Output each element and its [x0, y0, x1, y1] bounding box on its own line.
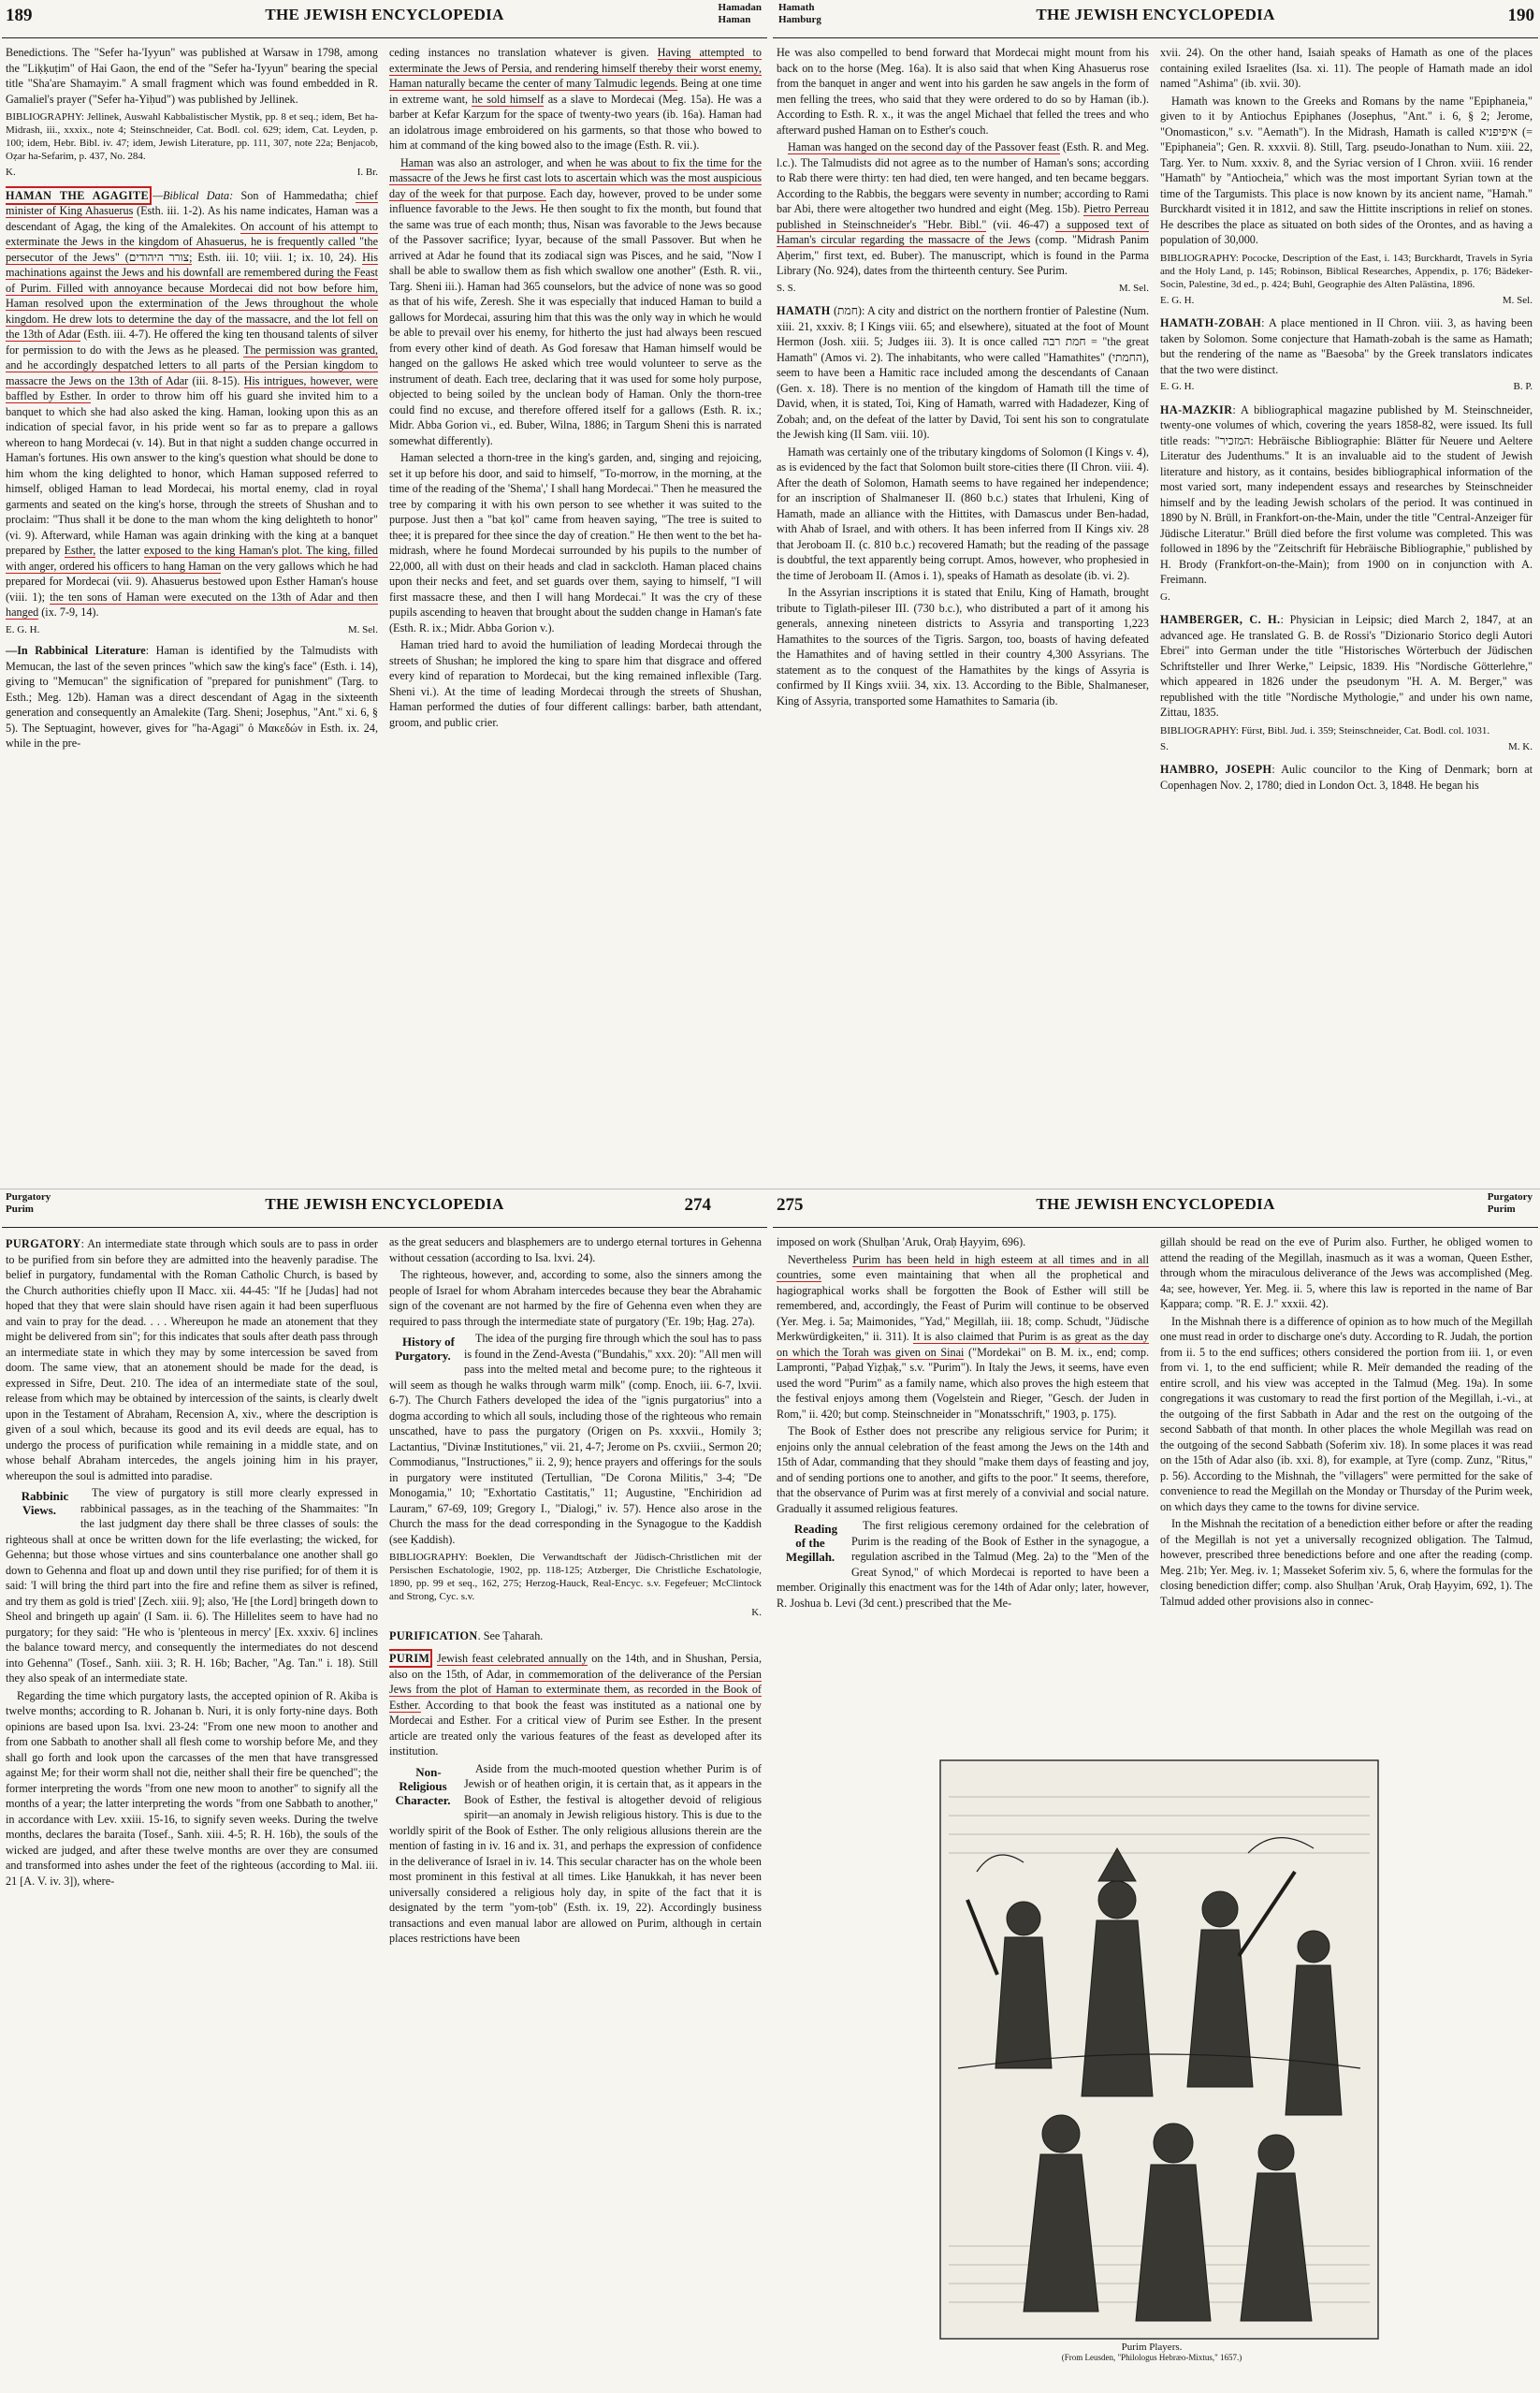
running-title: THE JEWISH ENCYCLOPEDIA: [265, 1195, 504, 1213]
highlight: Purim has been held in high esteem at all times and in all countries,: [777, 1252, 1149, 1281]
column-4: [1160, 45, 1533, 1185]
paragraph: He was also compelled to bend forward that Mordecai might mount from his back on to the horse (Meg. 16a). It is also said that when King Ahasuerus rose from the banquet in anger and went into his garden he saw angels in the form of men felling the trees, who said that they were ordered to do so by Haman (ib.). According to Esth. R. x., it was the angel Michael that felled the trees and who afterward pushed Haman on to Esther's couch.: [777, 46, 1149, 137]
running-title: THE JEWISH ENCYCLOPEDIA: [1036, 1195, 1275, 1213]
page-number: 275: [777, 1195, 804, 1215]
paragraph: In the Mishnah there is a difference of opinion as to how much of the Megillah one must read in order to discharge one's duty. According to R. Judah, the portion from ii. 5 to the end suffices; others considered the portion from iii. 1, or even from vi. 1, to the end sufficient; while R. Meïr demanded the reading of the entire scroll, and his view was accepted in the Talmud (Meg. 19a). In some congregations it was customary to read the first portion of the Megillah, i.-vi., at the outgoing of the first Sabbath in Adar and the rest on the outgoing of the second Sabbath of that month. In other places the whole Megillah was read on the outgoing of the second Sabbath (Soferim xiv. 18). In some places it was read on the 15th of Adar also (ib. xxi. 8), for example, at Tyre (comp. Zunz, "Ritus," p. 56). According to the Mishnah, the "villagers" were permitted for the sake of convenience to read the Megillah on the Monday or Thursday of the Purim week, on which days they came to the towns for divine service.: [1160, 1314, 1533, 1513]
page-number: 190: [1507, 6, 1534, 25]
article-purification: PURIFICATION. See Ṭaharah.: [389, 1628, 544, 1642]
side-heading: Reading of the Megillah.: [785, 1522, 838, 1564]
paragraph: Haman tried hard to avoid the humiliation of leading Mordecai through the streets of Shushan; he implored the king to spare him that disgrace and offered every kind of reparation to Mordecai, but the king remained inflexible (Targ. Sheni vi.). At the time of leading Mordecai through the streets of Shushan, Haman performed the duties of four different callings: barber, bath attendant, groom, and public crier.: [389, 638, 762, 729]
signature: K.: [751, 1607, 762, 1618]
highlight: Having attempted to exterminate the Jews of Persia, and rendering himself thereby their worst enemy, Haman naturally became the center of many Talmudic legends.: [389, 46, 762, 90]
article-haman: HAMAN THE AGAGITE:—Biblical Data: Son of Hammedatha; chief minister of King Ahasuerus (Esth. iii. 1-2). As his name indicates, Haman was a descendant of Agag, the king of the Amalekites. On account of his attempt to exterminate the Jews in the kingdom of Ahasuerus, he is frequently called "the persecutor of the Jews" (צורר היהודים; Esth. iii. 10; viii. 1; ix. 10, 24). His machinations against the Jews and his downfall are remembered during the Feast of Purim. Filled with annoyance because Mordecai did not bow before him, Haman resolved upon the extermination of the Jews throughout the whole kingdom. He drew lots to determine the day of the massacre, and the lot fell on the 13th of Adar (Esth. iii. 4-7). He offered the king ten thousand talents of silver for permission to do with the Jews as he pleased. The permission was granted, and he accordingly despatched letters to all parts of the Persian kingdom to massacre the Jews on the 13th of Adar (iii. 8-15). His intrigues, however, were baffled by Esther. In order to throw him off his guard she invited him to a banquet to which she had also asked the king. Haman, looking upon this as an indication of special favor, in his pride went so far as to prepare a gallows whereon to hang Mordecai (v. 14). But in that night a sudden change occurred in Haman's fortunes. His own answer to the king's question what should be done to him whom the king delighted to honor, which Haman supposed referred to himself, obliged Haman to lead Mordecai, his mortal enemy, clad in royal garments and seated on the king's horse, through the streets of Shushan and to proclaim: "Thus shall it be done to the man whom the king delighteth to honor" (vi. 9). Afterward, while Haman was again drinking with the king at a banquet prepared by Esther, the latter exposed to the king Haman's plot. The king, filled with anger, ordered his officers to hang Haman on the very gallows which he had prepared for Mordecai (vii. 9). Ahasuerus bestowed upon Esther Haman's house (viii. 1); the ten sons of Haman were executed on the 13th of Adar and then hanged (ix. 7-9, 14).: [6, 188, 378, 619]
highlight: Esther,: [64, 544, 96, 557]
paragraph: Reading of the Megillah. The first religious ceremony ordained for the celebration of Purim is the reading of the Book of Esther in the synagogue, a regulation ascribed in the Talmud (Meg. 2a) to the "Men of the Great Synod," of which Mordecai is reported to have been a member. Originally this enactment was for the 14th of Adar only; later, however, R. Joshua b. Levi (3d cent.) prescribed that the Me-: [777, 1519, 1149, 1610]
paragraph: Haman was also an astrologer, and when he was about to fix the time for the massacre of the Jews he first cast lots to ascertain which was the most auspicious day of the week for that purpose. Each day, however, proved to be under some influence favorable to the Jews. He then sought to fix the month, but found that the same was true of each month; thus, Nisan was favorable to the Jews because of the Passover sacrifice; Iyyar, because of the small Passover. But when he arrived at Adar he found that its zodiacal sign was Pisces, and he said, "Now I shall be able to swallow them as fish which swallow one another" (Esth. R. vii., Targ. Sheni iii.). Haman had 365 counselors, but the advice of none was so good as that of his wife, Zeresh. She it was especially that induced Haman to build a gallows for Mordecai, assuring him that this was the only way in which he would be able to prevail over his enemy, for hitherto the just had always been rescued from every other kind of death. As God foresaw that Haman himself would be hanged on the gallows He asked which tree would volunteer to serve as the instrument of death. Each tree, declaring that it was used for some holy purpose, objected to being soiled by the unclean body of Haman. Only the thorn-tree could find no excuse, and therefore offered itself for a gallows (Esth. R. ix.; Midr. Abba Gorion vi., ed. Buber, Wilna, 1886; in Targum Sheni this is narrated somewhat differently).: [389, 155, 762, 447]
entry-heading: HAMBERGER, C. H.: [1160, 613, 1281, 626]
article-purgatory: PURGATORY: An intermediate state through which souls are to pass in order to be purified from sin before they are admitted into the heavenly paradise. The belief in purgatory, fundamental with the Roman Catholic Church, is based by the Church authorities chiefly upon II Macc. xii. 44-45: "If he [Judas] had not hoped that they that were slain should have risen again it had been superfluous and vain to pray for the dead. . . . Whereupon he made an atonement that they might be delivered from sin"; for this indicates that souls after death pass through an intermediate state in which they may by some intercession be saved from doom. The same view, that an atonement should be made for the dead, is expressed in Sifre, Deut. 210. The idea of an intermediate state of the soul, release from which may be obtained by intercession of the saints, is clearly dwelt upon in the Testament of Abraham, Recension A, xiv., where the description is given of a soul which, because its good and its evil deeds are equal, has to undergo the process of purification while remaining in a middle state, and on whose behalf Abraham intercedes, the angels joining him in his prayer, whereupon the soul is admitted into paradise.: [6, 1237, 378, 1482]
bibliography: BIBLIOGRAPHY: Jellinek, Auswahl Kabbalistischer Mystik, pp. 8 et seq.; idem, Bet ha-Midrash, iii., xxxix., note 4; Steinschneider, Cat. Bodl. col. 629; idem, Cat. Leyden, p. 100; idem, Hebr. Bibl. iv. 47; idem, Jewish Literature, pp. 111, 307, note 22a; Benjacob, Oẓar ha-Sefarim, p. 437, No. 284.: [6, 111, 378, 162]
entry-heading: HAMBRO, JOSEPH: [1160, 763, 1272, 776]
article-hamberger: HAMBERGER, C. H.: Physician in Leipsic; died March 2, 1847, at an advanced age. He translated G. B. de Rossi's "Dizionario Storico degli Autori Ebrei" into German under the title "Historisches Wörterbuch der Jüdischen Schriftsteller und Ihrer Werke," Leipsic, 1839. His "Nordische Götterlehre," which appeared in 1826 under the pseudonym "H. A. M. Berger," was republished with the title "Nordische Mythologie," and under his own name, Zittau, 1835.: [1160, 613, 1533, 719]
running-title: THE JEWISH ENCYCLOPEDIA: [1036, 6, 1275, 23]
column-1: [6, 45, 378, 1185]
highlight: exposed to the king Haman's plot. The king, filled with anger, ordered his officers to hang Haman: [6, 544, 378, 573]
highlight: Haman was hanged on the second day of the Passover feast: [788, 140, 1060, 153]
signature: K. I. Br.: [6, 167, 378, 178]
paragraph: Haman selected a thorn-tree in the king's garden, and, singing and rejoicing, set it up before his door, and said to himself, "To-morrow, in the morning, at the time of the reading of the 'Shema',' I shall hang Mordecai." Then he measured the tree by comparing it with his own person to see whether it was suited to the purpose. Just then a "bat ḳol" came from heaven saying, "The tree is suited to thee; it is prepared for thee since the day of creation." He then went to the bet ha-midrash, where he found Mordecai surrounded by his pupils to the number of 22,000, all with dust on their heads and clad in sackcloth. Haman placed chains upon their necks and feet, and set guards over them, saying to himself, "I will first massacre these, and then I will hang Mordecai." It was the cry of these pupils ascending to heaven that brought about the sudden change in Haman's fate (Esth. R. ix.; Midr. Abba Gorion v.).: [389, 451, 762, 635]
paragraph: In the Mishnah the recitation of a benediction either before or after the reading of the Megillah is not yet a universally recognized obligation. The Talmud, however, prescribed three benedictions before and one after the reading (comp. Meg. 21b; Yer. Meg. iv. 1; Masseket Soferim xiv. 5, 6, where the formulas for the closing benediction differ; comp. also Shulḥan 'Aruk, Oraḥ Ḥayyim, 692, 1). The Talmud added other provisions also in connec-: [1160, 1517, 1533, 1608]
highlight: chief minister of King Ahasuerus: [6, 188, 378, 217]
paragraph: The Book of Esther does not prescribe any religious service for Purim; it enjoins only the annual celebration of the feast among the Jews on the 14th and 15th of Adar, commanding that they should "make them days of feasting and joy, and of sending portions one to another, and gifts to the poor." It seems, therefore, that the observance of Purim was at first merely of a convivial and social nature. Gradually it assumed religious features.: [777, 1424, 1149, 1515]
page-number: 274: [684, 1195, 711, 1215]
engraving-image: [932, 1759, 1387, 2340]
paragraph: —In Rabbinical Literature: Haman is identified by the Talmudists with Memucan, the last of the seven princes "which saw the king's face" (Esth. i. 14), giving to "Memucan" the signification of "prepared for punishment" (Targ. to Esth.; Meg. 12b). Haman was a direct descendant of Agag in the sixteenth generation and consequently an Amalekite (Targ. Sheni; Josephus, "Ant." xi. 6, § 5). The Septuagint, however, gives for "ha-Agagi" ὁ Μακεδών in Esth. ix. 24, while in the pre-: [6, 644, 378, 750]
highlight: Pietro Perreau published in Steinschneider's "Hebr. Bibl.": [777, 202, 1149, 231]
spread-top-pages-189-190: [0, 0, 1540, 1189]
paragraph: Nevertheless Purim has been held in high esteem at all times and in all countries, some even maintaining that when all the prophetical and hagiographical works shall be forgotten the Book of Esther will still be remembered, and, accordingly, the Feast of Purim will continue to be observed (Yer. Meg. i. 5a; Maimonides, "Yad," Megillah, iii. 18; comp. Schudt, "Jüdische Merkwürdigkeiten," ii. 311). It is also claimed that Purim is as great as the day on which the Torah was given on Sinai ("Mordekai" on B. M. ix., end; comp. Lampronti, "Paḥad Yiẓḥaḳ," s.v. "Purim"). In Italy the Jews, it seems, have even used the word "Purim" as a family name, which also proves the high esteem that the festival enjoys among them (Vogelstein and Rieger, "Gesch. der Juden in Rom," ii. 420; but comp. Steinschneider in "Monatsschrift," 1903, p. 175).: [777, 1252, 1149, 1421]
paragraph: Haman was hanged on the second day of the Passover feast (Esth. R. and Meg. l.c.). The Talmudists did not agree as to the number of Haman's sons; according to Rab there were thirty: ten had died, ten were hanged, and ten became beggars. According to the Rabbis, the beggars were seventy in number; according to Rami bar Abi, there were altogether two hundred and eight (Meg. 15b). Pietro Perreau published in Steinschneider's "Hebr. Bibl." (vii. 46-47) a supposed text of Haman's circular regarding the massacre of the Jews (comp. "Midrash Panim Aḥerim," first text, ed. Buber). The manuscript, which is found in the Parma Library (No. 924), dates from the thirteenth century. See Purim.: [777, 140, 1149, 277]
entry-heading: HAMATH: [777, 304, 831, 317]
page-number: 189: [6, 6, 33, 25]
signature: E. G. H. B. P.: [1160, 381, 1533, 392]
guide-words: Purgatory Purim: [6, 1191, 51, 1215]
paragraph: xvii. 24). On the other hand, Isaiah speaks of Hamath as one of the places containing exiled Israelites (Isa. xi. 11). The people of Hamath made an idol named "Ashima" (ib. xvii. 30).: [1160, 46, 1533, 90]
highlight: a supposed text of Haman's circular regarding the massacre of the Jews: [777, 217, 1149, 246]
running-title: THE JEWISH ENCYCLOPEDIA: [265, 6, 504, 23]
guide-words: Purgatory Purim: [1487, 1191, 1533, 1215]
highlight: the ten sons of Haman were executed on the 13th of Adar and then hanged: [6, 590, 378, 619]
highlight: in commemoration of the deliverance of the Persian Jews from the plot of Haman to exterminate them, as recorded in the Book of Esther.: [389, 1667, 762, 1712]
paragraph: as the great seducers and blasphemers are to undergo eternal tortures in Gehenna without cessation (according to Isa. lxvi. 24).: [389, 1235, 762, 1264]
highlight: Haman: [400, 155, 434, 169]
paragraph: ceding instances no translation whatever is given. Having attempted to exterminate the Jews of Persia, and rendering himself thereby their worst enemy, Haman naturally became the center of many Talmudic legends. Being at one time in extreme want, he sold himself as a slave to Mordecai (Meg. 15a). He was a barber at Kefar Ḳarẓum for the space of twenty-two years (ib. 16a). Haman had an idolatrous image embroidered on his garments, so that those who bowed to him at command of the king bowed also to the image (Esth. R. vii.).: [389, 46, 762, 152]
paragraph: gillah should be read on the eve of Purim also. Further, he obliged women to attend the reading of the Megillah, inasmuch as it was a woman, Queen Esther, through whom the miraculous deliverance of the Jews was accomplished (Meg. 4a; see, however, Yer. Meg. ii. 5, where this law is reported in the name of Bar Ḳappara; comp. "R. E. J." xxxii. 42).: [1160, 1235, 1533, 1310]
entry-heading: HA-MAZKIR: [1160, 402, 1233, 416]
signature: G.: [1160, 591, 1170, 603]
page-header-275: [773, 1189, 1538, 1228]
paragraph: Rabbinic Views. The view of purgatory is still more clearly expressed in rabbinical passages, as in the teaching of the Shammaites: "In the last judgment day there shall be three classes of souls: the righteous shall at once be written down for the life everlasting; the wicked, for Gehenna; but those whose virtues and sins counterbalance one another shall go down to Gehenna and float up and down until they rise purified; for of them it is said: 'I will bring the third part into the fire and refine them as silver is refined, and try them as gold is tried' [Zech. xiii. 9]; also, 'He [the Lord] bringeth down to Sheol and bringeth up again' (I Sam. ii. 6). The Hillelites seem to have had no purgatory; for they said: "He who is 'plenteous in mercy' [Ex. xxxiv. 6] inclines the balance toward mercy, and consequently the intermediates do not descend into Gehenna" (Tosef., Sanh. xiii. 3; R. H. 16b; Bacher, "Ag. Tan." i. 18). Still they also speak of an intermediate state.: [6, 1486, 378, 1685]
article-hamath: HAMATH (חמת): A city and district on the northern frontier of Palestine (Num. xiii. 21, xxxiv. 8; I Kings viii. 65; and elsewhere), situated at the foot of Mount Hermon (Josh. xiii. 5; Judges iii. 3). It is once called חמת רבה = "the great Hamath" (Amos vi. 2). The inhabitants, who were called "Hamathites" (החמתי), seem to have been a Hamitic race included among the descendants of Canaan (Gen. x. 18). There is no mention of the kingdom of Hamath till the time of David, when, it is stated, Toi, King of Hamath, warred with Hadadezer, King of Zobah; and, on the defeat of the latter by David, Toi sent his son to congratulate the Jewish king (II Sam. viii. 10).: [777, 304, 1149, 441]
guide-words: Hamath Hamburg: [778, 2, 821, 25]
highlight: Jewish feast celebrated annually: [436, 1652, 588, 1665]
highlight: On account of his attempt to exterminate the Jews in the kingdom of Ahasuerus, he is frequently called "the persecutor of the Jews" (צורר היהודים;: [6, 219, 378, 264]
column-2: [389, 1234, 762, 2387]
signature: S. M. K.: [1160, 740, 1533, 752]
paragraph: Hamath was certainly one of the tributary kingdoms of Solomon (I Kings v. 4), as is evidenced by the fact that Solomon built store-cities there (II Chron. viii. 4). After the death of Solomon, Hamath seems to have regained her independence; for an inscription of Shalmaneser II. (860 b.c.) states that Irhuleni, King of Hamath, made an alliance with the Hittites, with Damascus under Ben-hadad, with Ahab of Israel, and with others. It has been inferred from II Kings xiv. 28 that Jeroboam II. (c. 810 b.c.) recovered Hamath; but the reading of the passage is doubtful, the text apparently being corrupt. Amos, however, who prophesied in the time of Jeroboam II. (Amos i. 1), speaks of Hamath as desolate (ib. vi. 2).: [777, 445, 1149, 582]
side-heading: History of Purgatory.: [395, 1335, 455, 1363]
page-header-274: [2, 1189, 767, 1228]
figure-caption: Purim Players.: [1121, 2342, 1183, 2353]
paragraph: imposed on work (Shulḥan 'Aruk, Oraḥ Ḥayyim, 696).: [777, 1235, 1026, 1248]
highlight: His intrigues, however, were baffled by Esther.: [6, 373, 378, 402]
paragraph: Non-Religious Character. Aside from the much-mooted question whether Purim is of Jewish or of heathen origin, it is certain that, as it appears in the Book of Esther, the festival is altogether devoid of religious spirit—an anomaly in Jewish religious history. This is due to the worldly spirit of the Book of Esther. The only religious allusions therein are the mention of fasting in iv. 16 and ix. 31, and perhaps the expression of confidence in the deliverance of Israel in iv. 14. This secular character has on the whole been most prominent in this festival at all times. Like Ḥanukkah, it has never been universally considered a religious holy day, in spite of the fact that it is designated by the term "yom-ṭob" (Esth. ix. 19, 22). Accordingly business transactions and even manual labor are allowed on Purim, although in certain places restrictions have been: [389, 1761, 762, 1945]
page-header-189: [2, 0, 767, 38]
subheading: :—Biblical Data:: [149, 188, 234, 202]
article-hambro: HAMBRO, JOSEPH: Aulic councilor to the King of Denmark; born at Copenhagen Nov. 2, 1780; died in London Oct. 3, 1848. He began his: [1160, 763, 1533, 792]
highlight: he sold himself: [472, 92, 545, 106]
signature: E. G. H. M. Sel.: [6, 623, 378, 635]
page-header-190: [773, 0, 1538, 38]
entry-heading: PURIFICATION: [389, 1628, 478, 1642]
column-1: [6, 1234, 378, 2387]
column-2: [389, 45, 762, 1185]
entry-heading: HAMATH-ZOBAH: [1160, 316, 1262, 329]
signature: E. G. H. M. Sel.: [1160, 294, 1533, 306]
side-heading: Rabbinic Views.: [21, 1489, 69, 1517]
bibliography: BIBLIOGRAPHY: Boeklen, Die Verwandtschaft der Jüdisch-Christlichen mit der Persischen Eschatologie, 1902, pp. 118-125; Atzberger, Die Christliche Eschatologie, 1890, pp. 99 et seq., 162, 275; Herzog-Hauck, Real-Encyc. s.v. Fegefeuer; McClintock and Strong, Cyc. s.v.: [389, 1552, 762, 1602]
figure-credit: (From Leusden, "Philologus Hebræo-Mixtus," 1657.): [1061, 2353, 1242, 2362]
subheading: —In Rabbinical Literature: [6, 644, 146, 657]
guide-words: Hamadan Haman: [718, 2, 762, 25]
paragraph: The righteous, however, and, according to some, also the sinners among the people of Israel for whom Abraham intercedes because they bear the Abrahamic sign of the covenant are not harmed by the fire of Gehenna even when they are required to pass through the intermediate state of purgatory ('Er. 19b; Ḥag. 27a).: [389, 1268, 762, 1328]
highlight: when he was about to fix the time for the massacre of the Jews he first cast lots to ascertain which was the most auspicious day of the week for that purpose.: [389, 155, 762, 200]
entry-heading: PURGATORY: [6, 1237, 81, 1250]
side-heading: Non-Religious Character.: [395, 1764, 451, 1807]
article-hamath-zobah: HAMATH-ZOBAH: A place mentioned in II Chron. viii. 3, as having been taken by Solomon. Some conjecture that Hamath-zobah is the same as Hamath; but the rendering of the name as "Baesoba" by the Greek translators indicates that the two were distinct.: [1160, 316, 1533, 376]
highlight: It is also claimed that Purim is as great as the day on which the Torah was given on Sinai: [777, 1330, 1149, 1359]
paragraph: Regarding the time which purgatory lasts, the accepted opinion of R. Akiba is twelve months; according to R. Johanan b. Nuri, it is only forty-nine days. Both opinions are based upon Isa. lxvi. 23-24: "From one new moon to another and from one Sabbath to another shall all flesh come to worship before Me, and they shall go forth and look upon the carcasses of the men that have transgressed against Me; for their worm shall not die, neither shall their fire be quenched"; the former interpreting the words "from one new moon to another" to signify all the months of a year; the latter interpreting the words "from one Sabbath to another," in accordance with Lev. xxiii. 15-16, to signify seven weeks. During the twelve months, declares the baraita (Tosef., Sanh. xiii. 4-5; R. H. 16b), the souls of the wicked are judged, and after these twelve months are over they are consumed and transformed into ashes under the feet of the righteous (according to Mal. iii. 21 [A. V. iv. 3]), where-: [6, 1688, 378, 1888]
entry-heading: HAMAN THE AGAGITE: [6, 188, 150, 202]
paragraph: In the Assyrian inscriptions it is stated that Enilu, King of Hamath, brought tribute to Tiglath-pileser III. (730 b.c.), who distributed a part of it among his generals, annexing nineteen districts to Assyria and transporting 1,223 Hamathites to the sources of the Tigris. Sargon, too, boasts of having defeated the Hamathites and of having settled in their country 4,300 Assyrians. The statement as to the conquest of the Hamathites by the kings of Assyria is confirmed by II Kings xviii. 34, xix. 13. According to the Bible, Shalmaneser, King of Assyria, transported some Hamathites to Samaria (ib.: [777, 586, 1149, 708]
highlight: His machinations against the Jews and his downfall are remembered during the Feast of Purim. Filled with annoyance because Mordecai did not bow before him, Haman resolved upon the extermination of the Jews throughout the whole kingdom. He drew lots to determine the day of the massacre, and the lot fell on the 13th of Adar: [6, 250, 378, 341]
paragraph: Benedictions. The "Sefer ha-'Iyyun" was published at Warsaw in 1798, among the "Liḳḳuṭim" of Hai Gaon, the end of the "Sefer ha-'Iyyun" bearing the special title "Sha'are Shamayim." A small fragment which was found embedded in R. Gamaliel's prayer ("Sefer ha-Yiḥud") was published by Jellinek.: [6, 46, 378, 106]
highlight: The permission was granted, and he accordingly despatched letters to all parts of the Persian kingdom to massacre the Jews on the 13th of Adar: [6, 343, 378, 387]
article-purim: PURIM: Jewish feast celebrated annually on the 14th, and in Shushan, Persia, also on the 15th, of Adar, in commemoration of the deliverance of the Persian Jews from the plot of Haman to exterminate them, as recorded in the Book of Esther. According to that book the feast was instituted as a national one by Mordecai and Esther. For a critical view of Purim see Esther. In the present article are treated only the various features of the feast as developed after its institution.: [389, 1652, 762, 1758]
figure-purim-players: [932, 1759, 1372, 2368]
paragraph: Hamath was known to the Greeks and Romans by the name "Epiphaneia," given to it by Antiochus Epiphanes (Josephus, "Ant." i. 6, § 2; Jerome, "Onomasticon," s.v. "Aemath"). In the Midrash, Hamath is called איפיפניא (= "Epiphaneia"; Gen. R. xxxvii. 8). Still, Targ. pseudo-Jonathan to Num. xiii. 22, Targ. Yer. to Num. xxxiv. 8, and the Syriac version of I Chron. xviii. 16 render "Hamath" by "Antiocheia," which was the most important Syrian town at the time of the Targumists. This place is now known by its ancient name, "Hamah." Burckhardt visited it in 1812, and saw the Hittite inscriptions in relief on stones. He describes the place as situated on both sides of the Orontes, and as having a population of 30,000.: [1160, 94, 1533, 246]
signature: S. S. M. Sel.: [777, 282, 1149, 294]
bibliography: BIBLIOGRAPHY: Fürst, Bibl. Jud. i. 359; Steinschneider, Cat. Bodl. col. 1031.: [1160, 724, 1490, 737]
article-ha-mazkir: HA-MAZKIR: A bibliographical magazine published by M. Steinschneider, twenty-one volumes of which, covering the years 1858-82, were issued. Its full title reads: "המזכיר: Hebräische Bibliographie: Blätter für Neuere und Aeltere Literatur des Judenthums." It is an invaluable aid to the student of Jewish literature and history, as it contains, besides bibliographical information of the most varied sort, many independent essays and researches by Steinschneider himself and by the leading Jewish scholars of the period. It was continued in 1890 by N. Brüll, in Frankfort-on-the-Main, under the title "Central-Anzeiger für Jüdische Literatur." Brüll died before the first volume was completed. This was followed in 1896 by the "Zeitschrift für Hebräische Bibliographie," published by H. Brody (Frankfort-on-the-Main); from 1900 on in conjunction with A. Freimann.: [1160, 402, 1533, 586]
column-3: [777, 45, 1149, 1185]
entry-heading: PURIM: [389, 1652, 430, 1665]
paragraph: History of Purgatory. The idea of the purging fire through which the soul has to pass is found in the Zend-Avesta ("Bundahis," xxx. 20): "All men will pass into the melted metal and become pure; to the righteous it will seem as though he walks through warm milk" (comp. Enoch, iii. 6-7, lxvii. 6-7). The Church Fathers developed the idea of the "ignis purgatorius" into a dogma according to which all souls, including those of the righteous who remain unscathed, have to pass the purgatory (Origen on Ps. xxxvii., Homily 3; Lactantius, "Divinæ Institutiones," vii. 21, 4-7; Jerome on Ps. cxviii., Sermon 20; Commodianus, "Instructiones," ii. 2, 9); hence prayers and offerings for the souls in purgatory were instituted (Tertullian, "De Corona Militis," 3-4; "De Monogamia," 10; "Exhortatio Castitatis," 11; Augustine, "Enchiridion ad Lauram," 67-69, 109; Gregory I., "Dialogi," iv. 57). Hence also arose in the Church the mass for the dead corresponding in the Synagogue to the Ḳaddish (see Ḳaddish).: [389, 1332, 762, 1546]
bibliography: BIBLIOGRAPHY: Pococke, Description of the East, i. 143; Burckhardt, Travels in Syria and the Holy Land, p. 145; Robinson, Biblical Researches, Appendix, p. 176; Bädeker-Socin, Palestine, 3d ed., p. 424; Buhl, Geographie des Alten Palästina, 1896.: [1160, 252, 1533, 290]
